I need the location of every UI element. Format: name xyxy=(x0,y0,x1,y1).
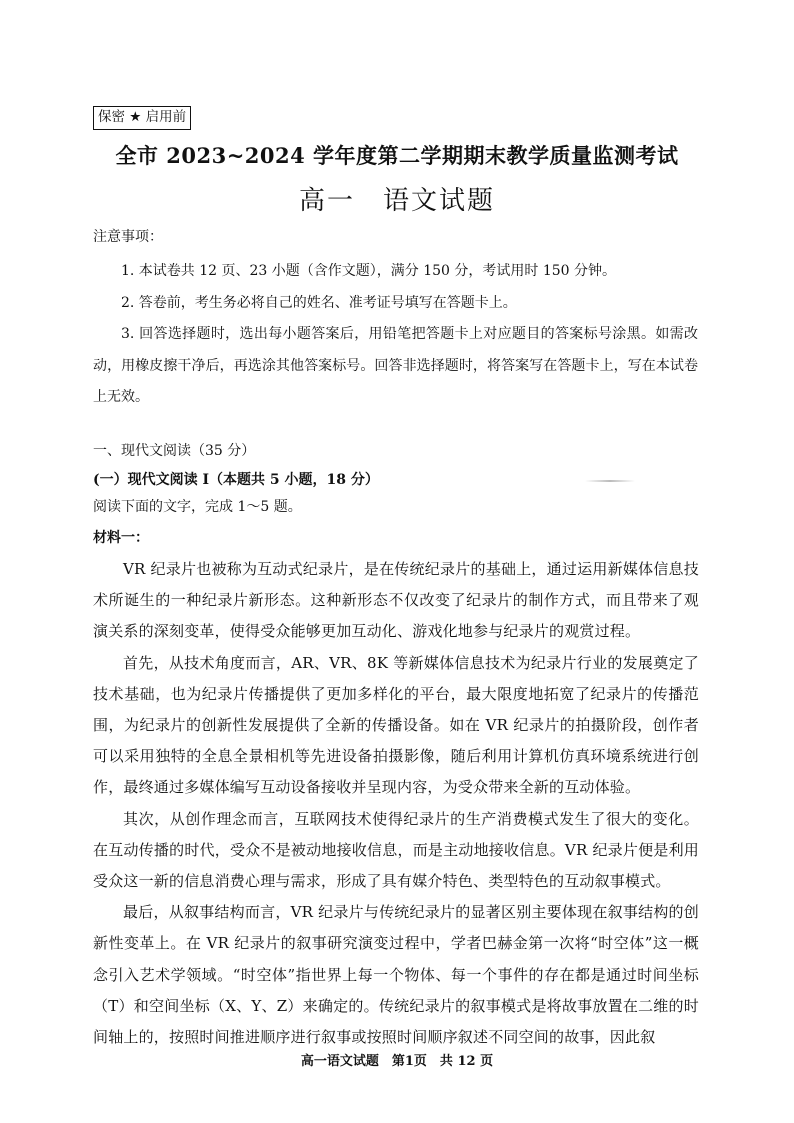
section-heading: 一、现代文阅读（35 分） xyxy=(93,443,256,459)
confidential-label: 保密 ★ 启用前 xyxy=(93,106,191,130)
paragraph-3: 其次，从创作理念而言，互联网技术使得纪录片的生产消费模式发生了很大的变化。在互动传播的时代，受众不是被动地接收信息，而是主动地接收信息。VR 纪录片便是利用受众这一新的信息消费心理与需求，形成了具有媒介特色、类型特色的互动叙事模式。 xyxy=(93,809,699,891)
paragraph-2: 首先，从技术角度而言，AR、VR、8K 等新媒体信息技术为纪录片行业的发展奠定了技术基础，也为纪录片传播提供了更加多样化的平台，最大限度地拓宽了纪录片的传播范围，为纪录片的创新性发展提供了全新的传播设备。如在 VR 纪录片的拍摄阶段，创作者可以采用独特的全息全景相机等先进设备拍摄影像，随后利用计算机仿真环境系统进行创作，最终通过多媒体编写互动设备接收并呈现内容，为受众带来全新的互动体验。 xyxy=(93,653,699,797)
exam-title: 全市 2023~2024 学年度第二学期期末教学质量监测考试 xyxy=(115,143,679,168)
subject-title: 高一 语文试题 xyxy=(298,186,495,216)
notes-list xyxy=(93,256,698,414)
note-item-2: 2. 答卷前，考生务必将自己的姓名、准考证号填写在答题卡上。 xyxy=(121,294,517,311)
scan-mark xyxy=(585,480,635,482)
page-footer: 高一语文试题 第1页 共 12 页 xyxy=(300,1054,494,1069)
subsection-heading: (一）现代文阅读 I（本题共 5 小题，18 分） xyxy=(93,472,379,488)
note-item-1: 1. 本试卷共 12 页、23 小题（含作文题），满分 150 分，考试用时 150 分钟。 xyxy=(121,263,617,279)
paragraph-1: VR 纪录片也被称为互动式纪录片，是在传统纪录片的基础上，通过运用新媒体信息技术所诞生的一种纪录片新形态。这种新形态不仅改变了纪录片的制作方式，而且带来了观演关系的深刻变革，使得受众能够更加互动化、游戏化地参与纪录片的观赏过程。 xyxy=(93,560,699,641)
material-label: 材料一： xyxy=(93,530,149,546)
paragraph-4: 最后，从叙事结构而言，VR 纪录片与传统纪录片的显著区别主要体现在叙事结构的创新性变革上。在 VR 纪录片的叙事研究演变过程中，学者巴赫金第一次将“时空体”这一概念引入艺术学领域。“时空体”指世界上每一个物体、每一个事件的存在都是通过时间坐标（T）和空间坐标（X、Y、Z）来确定的。传统纪录片的叙事模式是将故事放置在二维的时间轴上的，按照时间推进顺序进行叙事或按照时间顺序叙述不同空间的故事，因此叙 xyxy=(93,903,699,1047)
material-body xyxy=(93,554,699,1053)
note-item-3: 3. 回答选择题时，选出每小题答案后，用铅笔把答题卡上对应题目的答案标号涂黑。如需改动，用橡皮擦干净后，再选涂其他答案标号。回答非选择题时，将答案写在答题卡上，写在本试卷上无效。 xyxy=(93,326,698,405)
notes-heading: 注意事项： xyxy=(93,229,163,245)
reading-instruction: 阅读下面的文字，完成 1～5 题。 xyxy=(93,499,302,515)
